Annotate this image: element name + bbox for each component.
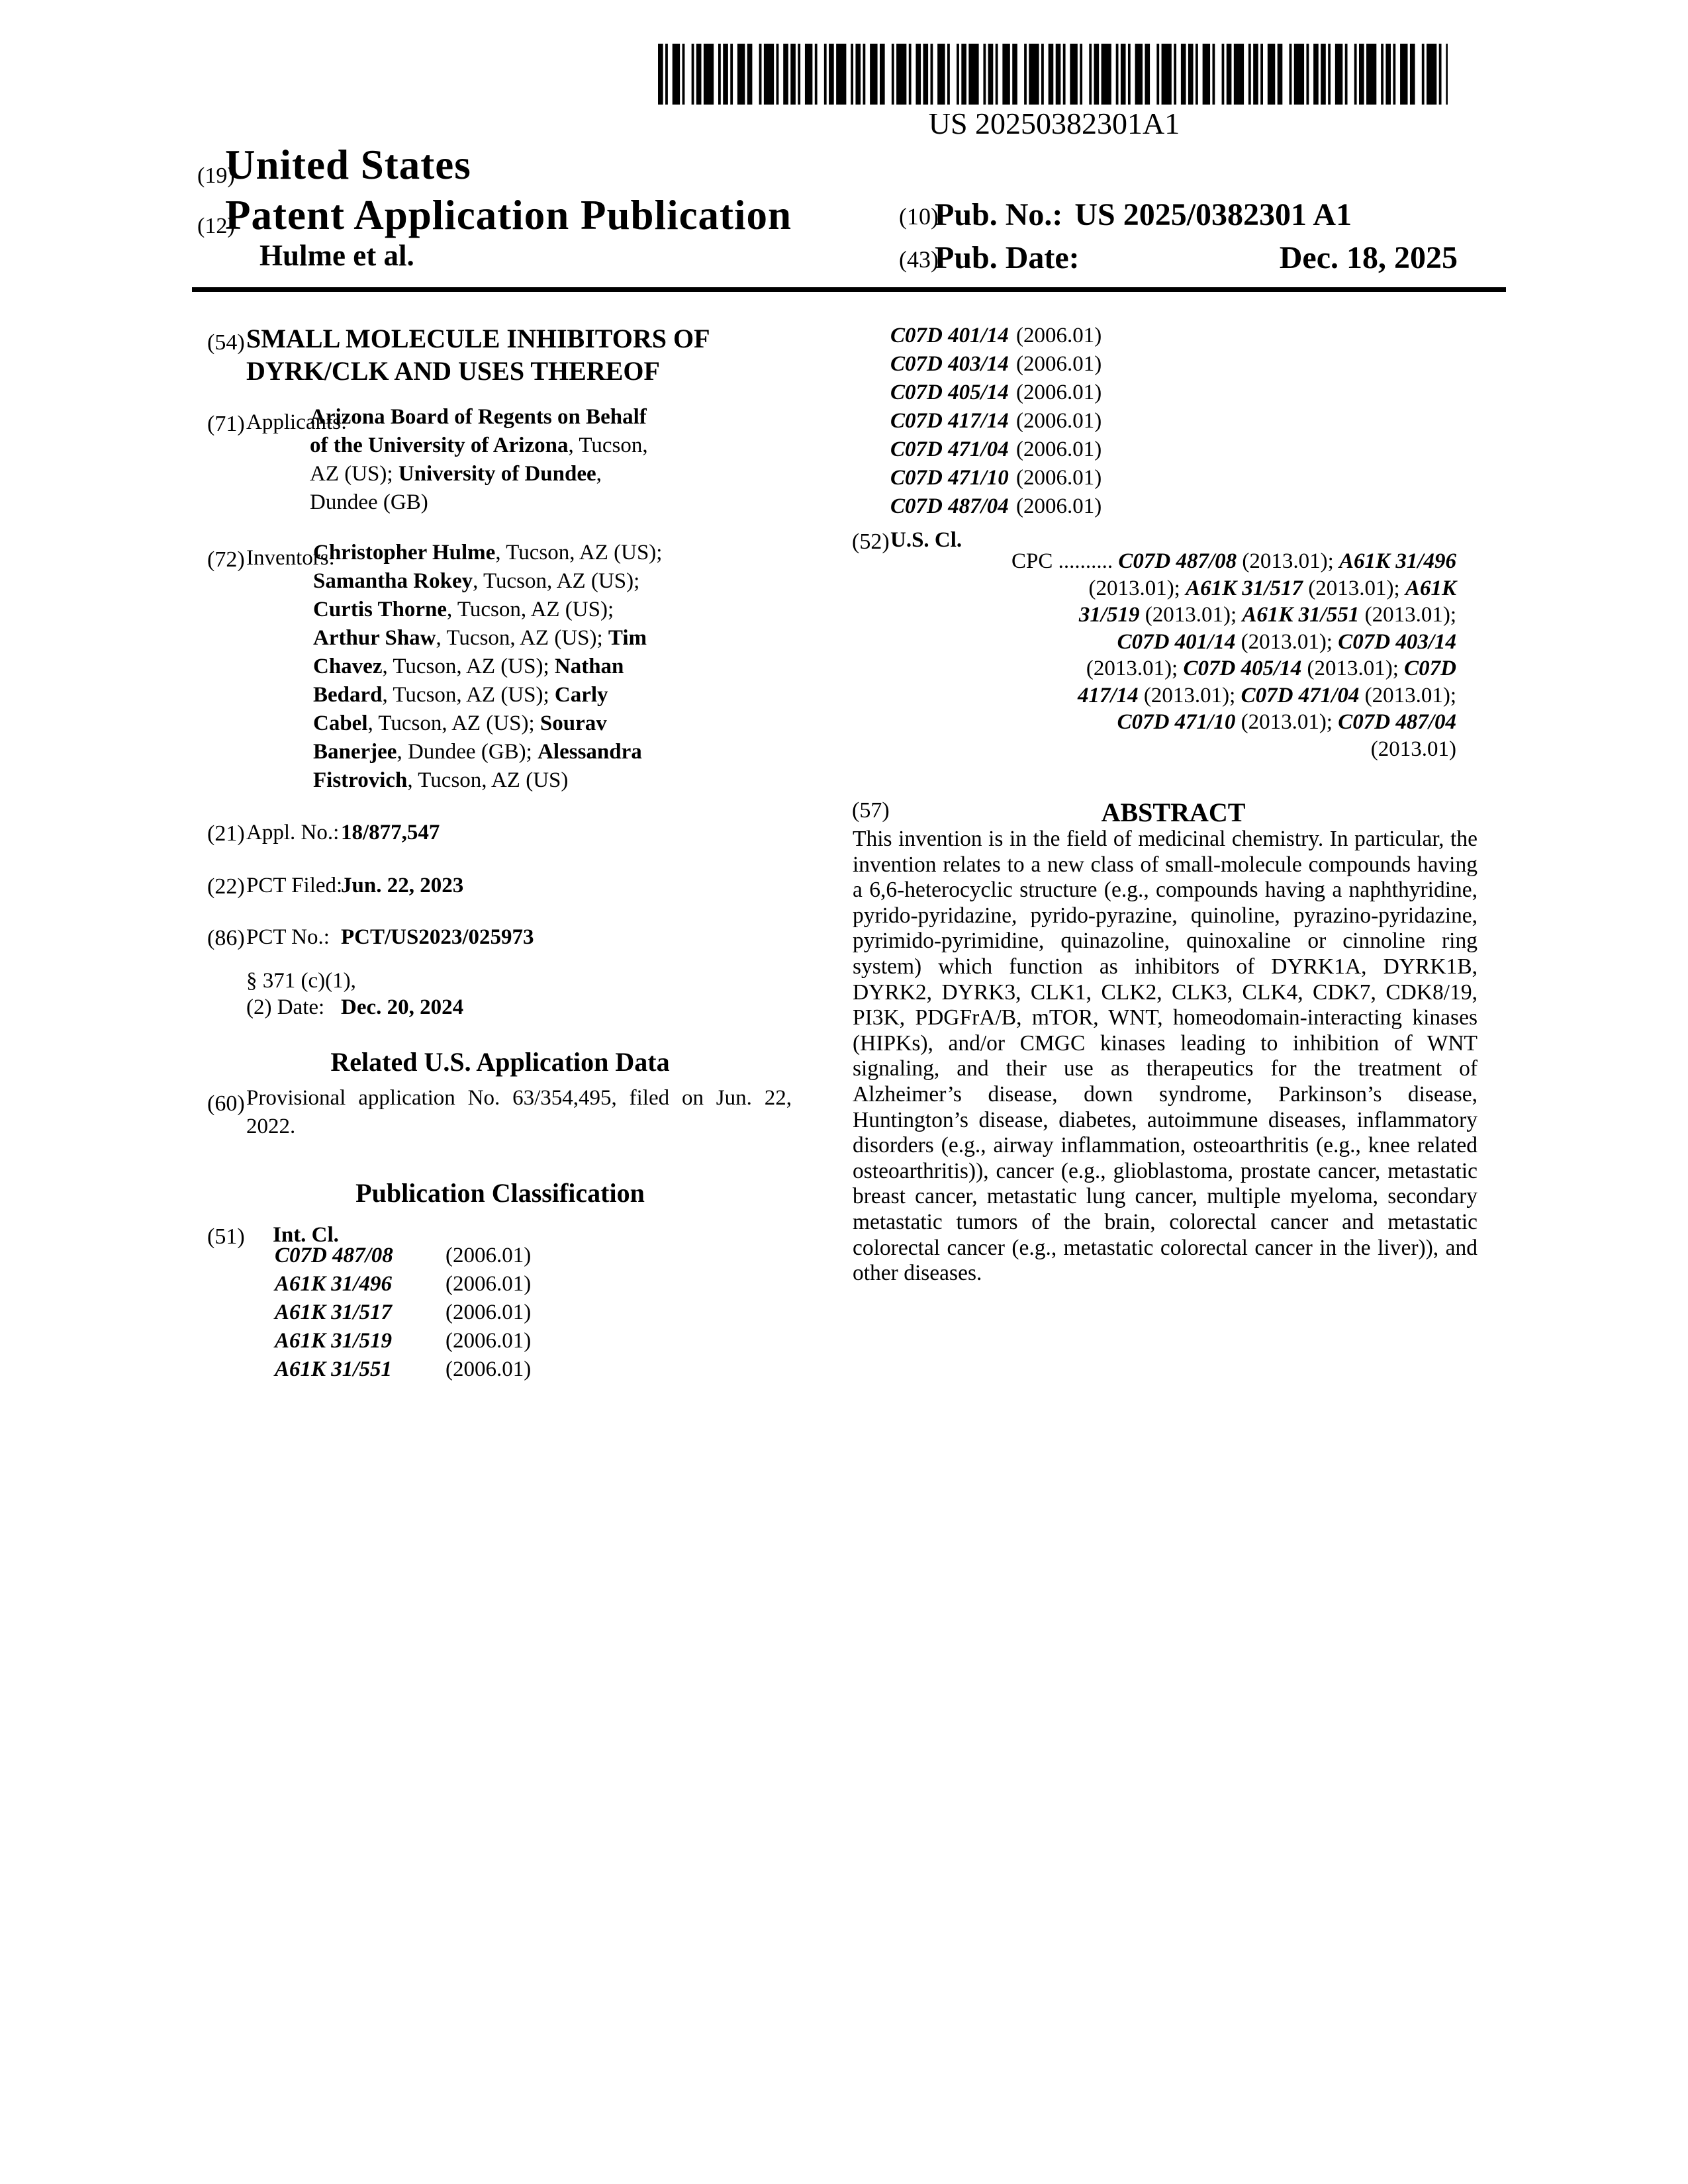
text-line: (2013.01)	[1370, 737, 1456, 761]
int-cl-row	[890, 435, 1102, 464]
text-line: C07D 401/14 (2013.01); C07D 403/14	[1117, 629, 1456, 654]
int-cl-code: A61K 31/517	[275, 1300, 392, 1324]
applicants-lines	[310, 403, 648, 517]
int-cl-row	[275, 1298, 532, 1327]
int-cl-code: C07D 471/10	[890, 466, 1009, 490]
int-cl-label: Int. Cl.	[273, 1223, 339, 1247]
us-cl-num: (52)	[852, 529, 890, 554]
int-cl-num: (51)	[207, 1224, 245, 1249]
text-line: Arthur Shaw, Tucson, AZ (US); Tim	[313, 626, 647, 650]
int-cl-version: (2006.01)	[1016, 352, 1102, 376]
applicants-label: Applicants:	[246, 410, 348, 434]
related-data-heading: Related U.S. Application Data	[330, 1047, 670, 1077]
int-cl-row	[890, 407, 1102, 435]
section-371-date-label: (2) Date:	[246, 995, 325, 1019]
text-line: Fistrovich, Tucson, AZ (US)	[313, 768, 569, 792]
barcode-number: US 20250382301A1	[928, 107, 1180, 140]
pct-no-value: PCT/US2023/025973	[341, 925, 534, 949]
doc-kind-num: (12)	[197, 214, 235, 238]
invention-title	[246, 322, 710, 387]
abstract-num: (57)	[852, 798, 890, 823]
invention-title-line: SMALL MOLECULE INHIBITORS OF	[246, 324, 710, 353]
int-cl-row	[890, 379, 1102, 407]
int-cl-version: (2006.01)	[445, 1300, 532, 1324]
text-line: Dundee (GB)	[310, 490, 428, 514]
text-line: (2013.01); A61K 31/517 (2013.01); A61K	[1088, 576, 1456, 600]
int-cl-row	[890, 464, 1102, 492]
pub-no-value: US 2025/0382301 A1	[1074, 197, 1352, 232]
text-line: Christopher Hulme, Tucson, AZ (US);	[313, 541, 663, 565]
doc-kind: Patent Application Publication	[225, 192, 792, 238]
int-cl-row	[275, 1242, 532, 1270]
int-cl-code: A61K 31/551	[275, 1357, 392, 1381]
applicants-num: (71)	[207, 412, 245, 436]
text-line: CPC .......... C07D 487/08 (2013.01); A61K 31/496	[1011, 549, 1456, 573]
provisional-text: Provisional application No. 63/354,495, filed on Jun. 22, 2022.	[246, 1086, 792, 1138]
int-cl-version: (2006.01)	[1016, 409, 1102, 433]
int-cl-row	[890, 322, 1102, 350]
publication-classification-heading: Publication Classification	[355, 1178, 645, 1208]
pct-no-num: (86)	[207, 926, 245, 950]
int-cl-row	[275, 1327, 532, 1355]
int-cl-code: C07D 417/14	[890, 409, 1009, 433]
int-cl-version: (2006.01)	[1016, 437, 1102, 461]
inventors-lines	[313, 539, 662, 795]
int-cl-code: C07D 403/14	[890, 352, 1009, 376]
int-cl-version: (2006.01)	[445, 1272, 532, 1296]
text-line: AZ (US); University of Dundee,	[310, 462, 602, 486]
barcode-svg	[655, 44, 1453, 105]
cpc-lines	[890, 548, 1456, 762]
int-cl-code: C07D 487/04	[890, 494, 1009, 518]
int-cl-version: (2006.01)	[1016, 466, 1102, 490]
appl-no-num: (21)	[207, 821, 245, 846]
pct-no-label: PCT No.:	[246, 925, 330, 949]
int-cl-code: A61K 31/519	[275, 1329, 392, 1353]
int-cl-version: (2006.01)	[445, 1329, 532, 1353]
pct-filed-num: (22)	[207, 874, 245, 899]
abstract-heading: ABSTRACT	[1101, 797, 1246, 827]
text-line: Banerjee, Dundee (GB); Alessandra	[313, 740, 642, 764]
int-cl-code: A61K 31/496	[275, 1272, 392, 1296]
int-cl-version: (2006.01)	[1016, 324, 1102, 347]
pub-date-value: Dec. 18, 2025	[1279, 240, 1458, 275]
int-cl-version: (2006.01)	[445, 1357, 532, 1381]
int-cl-version: (2006.01)	[445, 1244, 532, 1267]
provisional-num: (60)	[207, 1091, 245, 1116]
first-inventor-name: Hulme et al.	[259, 239, 414, 272]
int-cl-version: (2006.01)	[1016, 494, 1102, 518]
barcode	[655, 44, 1453, 105]
pub-date-num: (43)	[899, 246, 939, 273]
text-line: (2013.01); C07D 405/14 (2013.01); C07D	[1086, 657, 1456, 680]
text-line: 31/519 (2013.01); A61K 31/551 (2013.01);	[1078, 603, 1456, 627]
section-371-line: § 371 (c)(1),	[246, 969, 356, 993]
text-line: Samantha Rokey, Tucson, AZ (US);	[313, 569, 640, 593]
text-line: Cabel, Tucson, AZ (US); Sourav	[313, 711, 607, 735]
country-code-num: (19)	[197, 163, 235, 188]
int-cl-row	[275, 1355, 532, 1384]
text-line: of the University of Arizona, Tucson,	[310, 433, 648, 457]
us-cl-label: U.S. Cl.	[890, 528, 962, 552]
text-line: Arizona Board of Regents on Behalf	[310, 405, 647, 429]
invention-title-line: DYRK/CLK AND USES THEREOF	[246, 356, 660, 386]
inventors-label: Inventors:	[246, 546, 335, 570]
pct-filed-label: PCT Filed:	[246, 874, 343, 897]
inventors-num: (72)	[207, 547, 245, 572]
int-cl-row	[890, 350, 1102, 379]
text-line: Bedard, Tucson, AZ (US); Carly	[313, 683, 608, 707]
int-cl-row	[890, 492, 1102, 521]
section-371-date-value: Dec. 20, 2024	[341, 995, 464, 1019]
header-divider	[192, 287, 1506, 292]
pub-no-num: (10)	[899, 203, 939, 230]
text-line: Curtis Thorne, Tucson, AZ (US);	[313, 598, 614, 621]
int-cl-left	[275, 1242, 532, 1384]
abstract-text: This invention is in the field of medicinal chemistry. In particular, the invention relates to a new class of small-molecule compounds having a 6,6-heterocyclic structure (e.g., compounds having a naphthyridine, pyrido-pyridazine, pyrido-pyrazine, quinoline, pyrazino-pyridazine, pyrimido-pyrimidine, quinazoline, quinoxaline or cinnoline ring system) which function as inhibitors of DYRK1A, DYRK1B, DYRK2, DYRK3, CLK1, CLK2, CLK3, CLK4, CDK7, CDK8/19, PI3K, PDGFrA/B, mTOR, WNT, homeodomain-interacting kinases (HIPKs), and/or CMGC kinases leading to inhibition of WNT signaling, and their use as therapeutics for the treatment of Alzheimer’s disease, down syndrome, Parkinson’s disease, Huntington’s disease, diabetes, autoimmune diseases, inflammatory disorders (e.g., airway inflammation, osteoarthritis (e.g., knee related osteoarthritis)), cancer (e.g., glioblastoma, prostate cancer, metastatic breast cancer, metastatic lung cancer, multiple myeloma, secondary metastatic tumors of the brain, colorectal cancer and metastatic colorectal cancer (e.g., metastatic colorectal cancer in the liver)), and other diseases.	[853, 827, 1477, 1286]
text-line: Chavez, Tucson, AZ (US); Nathan	[313, 655, 624, 678]
int-cl-code: C07D 471/04	[890, 437, 1009, 461]
title-num: (54)	[207, 330, 245, 355]
int-cl-version: (2006.01)	[1016, 381, 1102, 404]
country-name: United States	[225, 142, 471, 188]
appl-no-label: Appl. No.:	[246, 821, 340, 844]
int-cl-code: C07D 487/08	[275, 1244, 393, 1267]
text-line: C07D 471/10 (2013.01); C07D 487/04	[1117, 710, 1456, 734]
pub-date-label: Pub. Date:	[935, 240, 1080, 275]
int-cl-right	[890, 322, 1102, 521]
int-cl-code: C07D 401/14	[890, 324, 1009, 347]
int-cl-row	[275, 1270, 532, 1298]
pct-filed-value: Jun. 22, 2023	[341, 874, 464, 897]
int-cl-code: C07D 405/14	[890, 381, 1009, 404]
appl-no-value: 18/877,547	[341, 821, 440, 844]
text-line: 417/14 (2013.01); C07D 471/04 (2013.01);	[1078, 683, 1456, 707]
pub-no-label: Pub. No.:	[935, 197, 1063, 232]
